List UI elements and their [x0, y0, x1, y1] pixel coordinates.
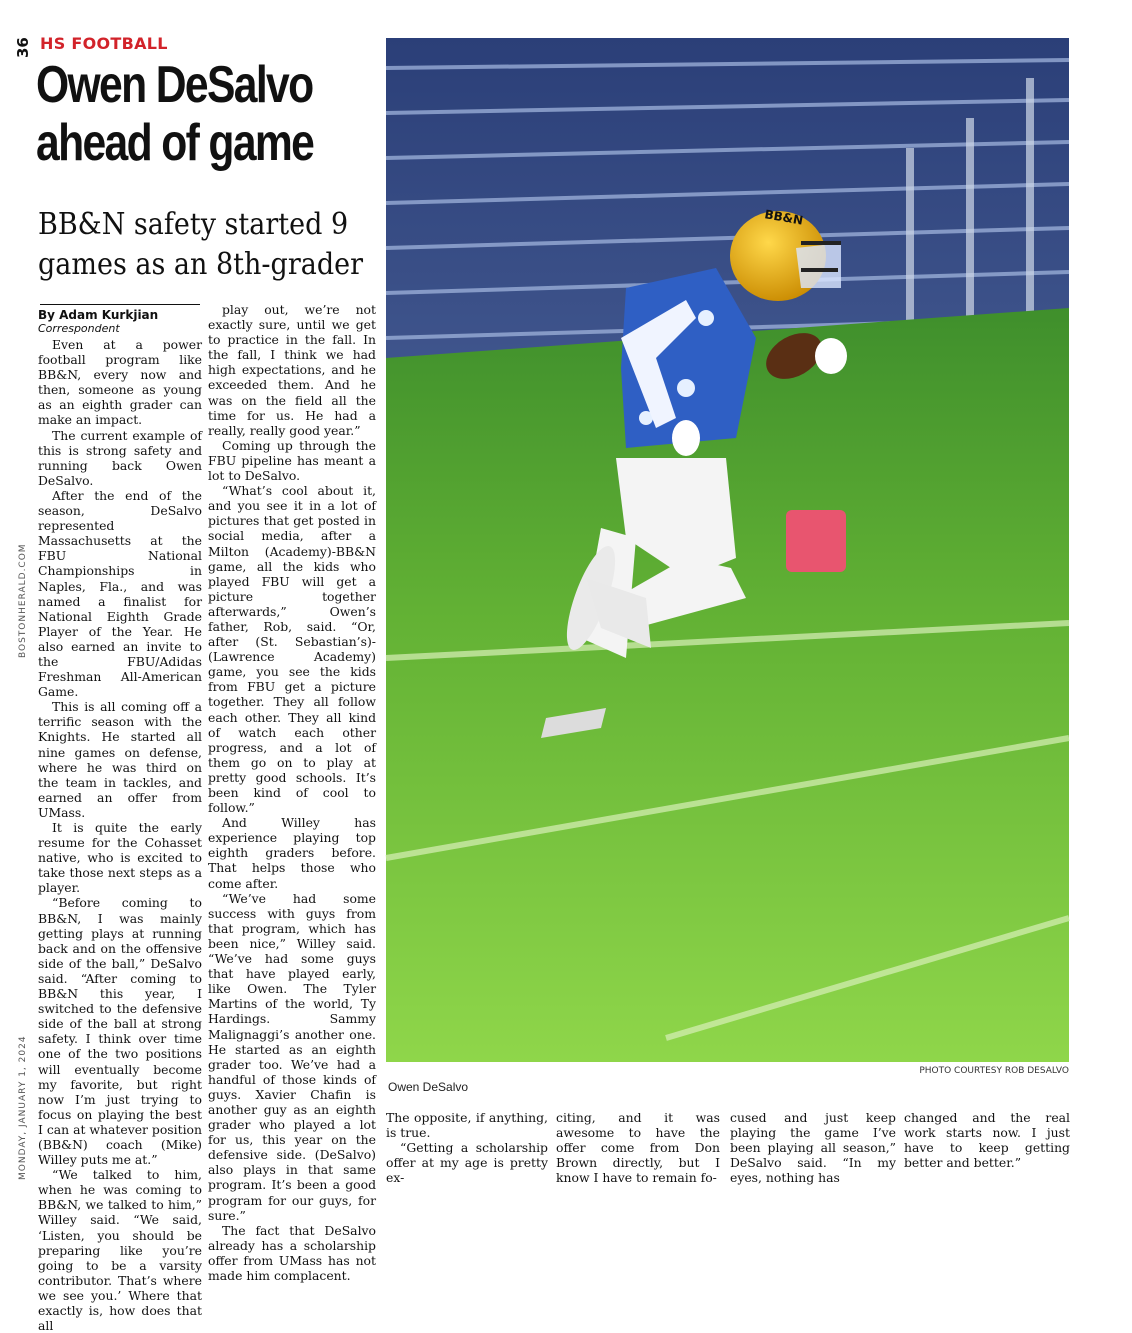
column-body: [730, 1110, 896, 1185]
page-number: 36: [14, 37, 32, 58]
byline: By Adam Kurkjian: [38, 308, 159, 322]
paragraph: After the end of the season, DeSalvo represented Massachusetts at the FBU National Championships in Naples, Fla., and was named a finalist for National Eighth Grade Player of the Year. He also earned an invite to the FBU/Adidas Freshman All-American Game.: [38, 487, 202, 700]
paragraph: And Willey has experience playing top eighth graders before. That helps those who come after.: [208, 815, 376, 891]
subhead-line-2: games as an 8th-grader: [38, 247, 364, 282]
paragraph: It is quite the early resume for the Cohasset native, who is excited to take those next steps as a player.: [38, 820, 202, 896]
section-label: HS FOOTBALL: [40, 34, 168, 53]
side-url: BOSTONHERALD.COM: [18, 543, 28, 658]
paragraph: The fact that DeSalvo already has a scholarship offer from UMass has not made him complacent.: [208, 1222, 376, 1283]
photo-illustration: [386, 38, 1069, 1062]
article-column-5: [730, 1110, 896, 1185]
photo-credit: PHOTO COURTESY ROB DESALVO: [919, 1066, 1069, 1076]
byline-role: Correspondent: [38, 322, 120, 335]
article-column-3: [386, 1110, 548, 1185]
paragraph: Even at a power football program like BB&N, every now and then, someone as young as an eighth grader can make an impact.: [38, 337, 202, 428]
headline-line-1: Owen DeSalvo: [36, 56, 313, 114]
subheadline: [38, 205, 380, 285]
article-column-1: [38, 308, 202, 1333]
headline: [36, 56, 380, 172]
paragraph: cused and just keep playing the game I’ve been playing all season,” DeSalvo said. “In my eyes, nothing has: [730, 1110, 896, 1186]
football-photo: [386, 38, 1069, 1062]
paragraph: “We’ve had some success with guys from that program, which has been nice,” Willey said. “We’ve had some guys that have played early, like Owen. The Tyler Martins of the world, Ty Hardings. Sammy Malignaggi’s another one. He started as an eighth grader too. We’ve had a handful of those kinds of guys. Xavier Chafin is another guy as an eighth grader who played a lot for us, this year on the defensive side. (DeSalvo) also plays in that same program. It’s been a good program for our guys, for sure.”: [208, 890, 376, 1223]
pylon-marker: [786, 510, 846, 572]
subhead-line-1: BB&N safety started 9: [38, 207, 349, 242]
paragraph: The current example of this is strong safety and running back Owen DeSalvo.: [38, 427, 202, 488]
column-body: [38, 337, 202, 1333]
photo-caption: Owen DeSalvo: [388, 1080, 469, 1094]
article-column-2: [208, 302, 376, 1283]
paragraph: citing, and it was awesome to have the offer come from Don Brown directly, but I know I have to remain fo-: [556, 1110, 720, 1186]
column-body: [208, 302, 376, 1283]
side-date: MONDAY, JANUARY 1, 2024: [18, 1035, 28, 1180]
paragraph: “What’s cool about it, and you see it in a lot of pictures that get posted in social media, after a Milton (Academy)-BB&N game, all the kids who played FBU will get a picture together afterwards,” Owen’s father, Rob, said. “Or, after (St. Sebastian’s)-(Lawrence Academy) game, you see the kids from FBU get a picture together. They all follow each other. They all kind of watch each other progress, and a lot of them go on to play at pretty good schools. It’s been kind of cool to follow.”: [208, 483, 376, 816]
helmet-text: BB&N: [763, 207, 805, 228]
column-body: [556, 1110, 720, 1185]
headline-line-2: ahead of game: [36, 114, 314, 172]
article-column-6: [904, 1110, 1070, 1170]
paragraph: The opposite, if anything, is true.: [386, 1110, 548, 1141]
paragraph: “Before coming to BB&N, I was mainly getting plays at running back and on the offensive side of the ball,” DeSalvo said. “After coming to BB&N this year, I switched to the defensive side of the ball at strong safety. I think over time one of the two positions will eventually become my favorite, but right now I’m just trying to focus on playing the best I can at whatever position (BB&N) coach (Mike) Willey puts me at.”: [38, 895, 202, 1168]
paragraph: play out, we’re not exactly sure, until we get to practice in the fall. In the fall, I think we had high expectations, and he exceeded them. And he was on the field all the time for us. He had a really, really good year.”: [208, 302, 376, 438]
column-body: [904, 1110, 1070, 1170]
column-body: [386, 1110, 548, 1185]
paragraph: Coming up through the FBU pipeline has meant a lot to DeSalvo.: [208, 437, 376, 484]
paragraph: changed and the real work starts now. I just have to keep getting better and better.”: [904, 1110, 1070, 1171]
byline-rule: [40, 304, 200, 305]
paragraph: “We talked to him, when he was coming to BB&N, we talked to him,” Willey said. “We said, ‘Listen, you should be preparing like you’re going to be a varsity contributor. That’s where we see you.’ Where that exactly is, how does that all: [38, 1167, 202, 1333]
article-column-4: [556, 1110, 720, 1185]
paragraph: “Getting a scholarship offer at my age is pretty ex-: [386, 1140, 548, 1186]
paragraph: This is all coming off a terrific season with the Knights. He started all nine games on defense, where he was third on the team in tackles, and earned an offer from UMass.: [38, 699, 202, 820]
